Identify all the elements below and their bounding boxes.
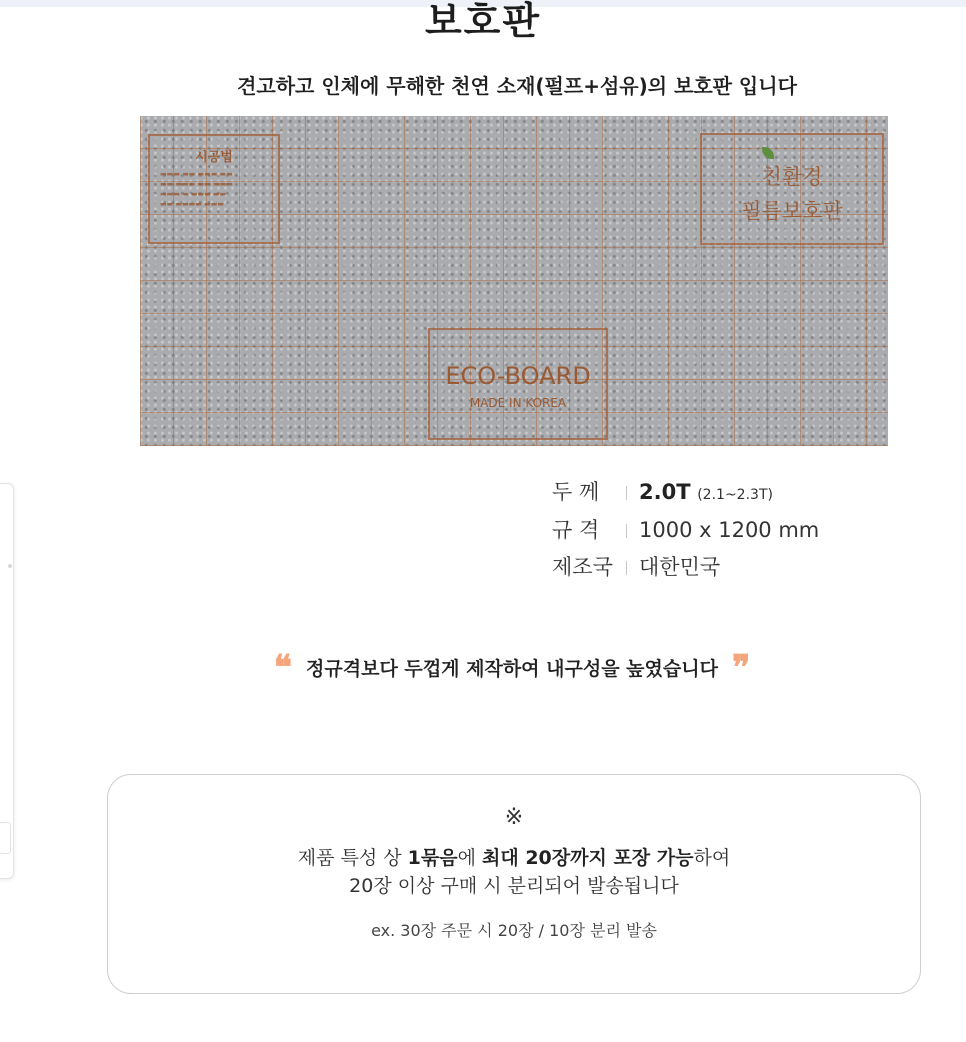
notice-text: 하여	[693, 847, 731, 869]
panel-tab[interactable]	[0, 822, 11, 854]
spec-thickness	[552, 477, 773, 507]
stamp-logo-line1: ECO-BOARD	[445, 362, 591, 390]
spec-value: 대한민국	[639, 555, 721, 579]
open-quote-icon: ❝	[273, 648, 293, 688]
spec-size	[552, 515, 819, 545]
highlight-text: 정규격보다 두껍게 제작하여 내구성을 높였습니다	[306, 658, 718, 680]
eco-board-product-image	[140, 116, 888, 446]
packaging-notice-box	[107, 774, 921, 994]
notice-emphasis: 최대 20장까지 포장 가능	[482, 847, 694, 869]
notice-example: ex. 30장 주문 시 20장 / 10장 분리 발송	[371, 921, 657, 940]
page-title: 보호판	[424, 0, 542, 43]
reference-mark-icon: ※	[504, 805, 524, 830]
notice-line-2: 20장 이상 구매 시 분리되어 발송됩니다	[349, 875, 679, 897]
notice-emphasis: 1묶음	[407, 847, 458, 869]
leaf-icon	[762, 147, 774, 159]
stamp-eco-line1: 친환경	[761, 165, 823, 189]
spec-divider	[626, 524, 627, 538]
spec-divider	[626, 561, 627, 575]
page-subtitle: 견고하고 인체에 무해한 천연 소재(펄프+섬유)의 보호판 입니다	[237, 74, 797, 98]
spec-divider	[626, 486, 627, 500]
panel-dot	[8, 564, 12, 568]
eco-board-logo-stamp	[428, 328, 608, 440]
spec-value: 1000 x 1200 mm	[639, 518, 820, 542]
spec-label: 제조국	[552, 555, 613, 579]
spec-label: 규 격	[552, 518, 600, 542]
stamp-logo-line2: MADE IN KOREA	[469, 396, 567, 410]
notice-text: 제품 특성 상	[297, 847, 408, 869]
spec-value: 2.0T	[639, 480, 691, 504]
spec-note: (2.1~2.3T)	[697, 487, 773, 503]
stamp-method-body: ▬▬▬ ▬▬ ▬▬▬ ▬▬ ▬▬ ▬▬▬ ▬▬ ▬▬▬ ▬▬▬ ▬ ▬▬▬ ▬▬ ▬▬ ▬▬▬▬ ▬▬▬	[160, 170, 233, 208]
stamp-eco-line2: 필름보호판	[741, 199, 843, 223]
spec-origin	[552, 552, 720, 582]
notice-line-1	[108, 844, 920, 872]
notice-text: 에	[457, 847, 483, 869]
eco-film-stamp	[700, 133, 884, 245]
spec-label: 두 께	[552, 480, 600, 504]
durability-highlight	[0, 648, 966, 688]
close-quote-icon: ❞	[731, 648, 751, 688]
stamp-method-title: 시공법	[195, 150, 233, 165]
installation-method-stamp	[148, 134, 280, 244]
